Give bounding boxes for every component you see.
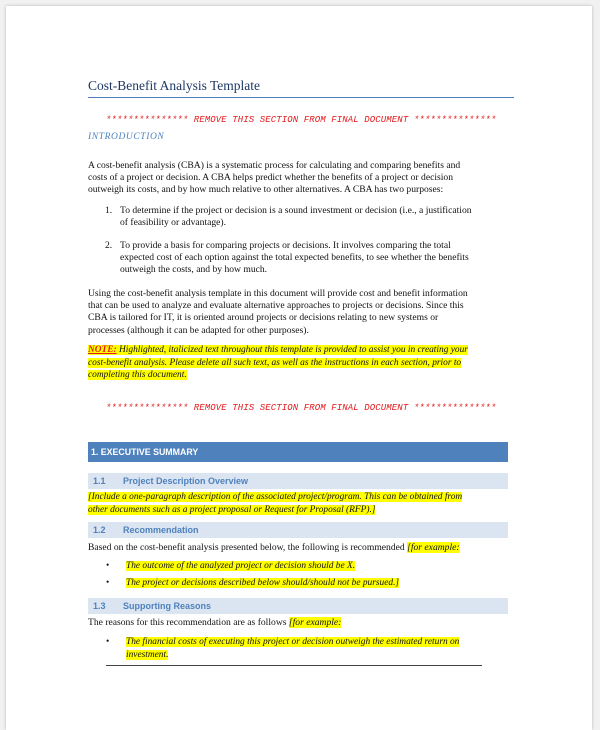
document-page (6, 6, 592, 730)
supporting-example: [for example: (288, 617, 342, 628)
intro-heading: INTRODUCTION (88, 132, 165, 142)
note-label: NOTE: (88, 345, 117, 355)
usage-line: processes (although it can be adapted for other purposes). (88, 324, 309, 336)
intro-paragraph (88, 160, 506, 197)
section-heading-executive-summary: 1. EXECUTIVE SUMMARY (88, 442, 508, 462)
underline-rule (106, 665, 482, 666)
bullet-dot-icon: • (106, 561, 110, 571)
supporting-bullet-line: investment. (126, 649, 169, 660)
note-line: cost-benefit analysis. Please delete all such text, as well as the instructions in each section, prior to (88, 357, 462, 368)
note-line: Highlighted, italicized text throughout this template is provided to assist you in creating your (116, 345, 468, 355)
purpose-item-1 (120, 205, 506, 229)
subsection-number: 1.2 (93, 525, 106, 535)
usage-line: that can be used to analyze and evaluate alternative approaches to projects or decisions. Since this (88, 300, 464, 312)
subsection-heading-1-3 (88, 598, 508, 614)
intro-line: costs of a project or decision. A CBA helps predict whether the benefits of a project or decision (88, 172, 453, 184)
supporting-text: The reasons for this recommendation are as follows (88, 617, 289, 628)
subsection-heading-1-2 (88, 522, 508, 538)
intro-line: A cost-benefit analysis (CBA) is a systematic process for calculating and comparing benefits and (88, 160, 461, 171)
remove-notice-top: *************** REMOVE THIS SECTION FROM FINAL DOCUMENT *************** (105, 115, 497, 125)
purpose-line: of feasibility or advantage). (120, 217, 227, 229)
recommendation-intro (88, 542, 506, 554)
intro-line: outweigh its costs, and by how much relative to other alternatives. A CBA has two purposes: (88, 184, 444, 196)
recommendation-bullet: The project or decisions described below should/should not be pursued.] (126, 578, 400, 588)
recommendation-text: Based on the cost-benefit analysis presented below, the following is recommended (88, 542, 408, 553)
list-number: 1. (105, 205, 113, 216)
purpose-line: To determine if the project or decision is a sound investment or decision (i.e., a justification (120, 205, 472, 216)
recommendation-bullet: The outcome of the analyzed project or decision should be X. (126, 561, 356, 571)
subsection-title: Project Description Overview (123, 476, 249, 486)
placeholder-line: [Include a one-paragraph description of the associated project/program. This can be obtained from (88, 492, 463, 502)
remove-notice-bottom: *************** REMOVE THIS SECTION FROM FINAL DOCUMENT *************** (105, 403, 497, 413)
purpose-line: To provide a basis for comparing projects or decisions. It involves comparing the total (120, 240, 451, 251)
purpose-line: outweigh the costs, and by how much. (120, 264, 268, 276)
subsection-title: Recommendation (123, 525, 199, 535)
purpose-item-2 (120, 240, 506, 277)
bullet-dot-icon: • (106, 578, 110, 588)
document-title: Cost-Benefit Analysis Template (88, 78, 261, 93)
list-number: 2. (105, 240, 113, 251)
usage-paragraph (88, 288, 506, 337)
supporting-bullet-line: The financial costs of executing this project or decision outweigh the estimated return on (126, 637, 460, 647)
subsection-number: 1.3 (93, 601, 106, 611)
subsection-number: 1.1 (93, 476, 106, 486)
placeholder-line: other documents such as a project proposal or Request for Proposal (RFP).] (88, 504, 376, 515)
subsection-heading-1-1 (88, 473, 508, 489)
title-divider (88, 97, 514, 98)
subsection-title: Supporting Reasons (123, 601, 212, 611)
note-block (88, 344, 508, 382)
supporting-reasons-intro (88, 617, 506, 629)
note-line: completing this document. (88, 370, 187, 381)
bullet-dot-icon: • (106, 637, 110, 647)
usage-line: Using the cost-benefit analysis template in this document will provide cost and benefit information (88, 288, 468, 299)
usage-line: CBA is tailored for IT, it is oriented around projects or decisions relating to new systems or (88, 312, 439, 324)
recommendation-example: [for example: (407, 542, 460, 553)
purpose-line: expected cost of each option against the total expected benefits, to see whether the benefits (120, 252, 469, 264)
project-description-placeholder (88, 491, 508, 516)
